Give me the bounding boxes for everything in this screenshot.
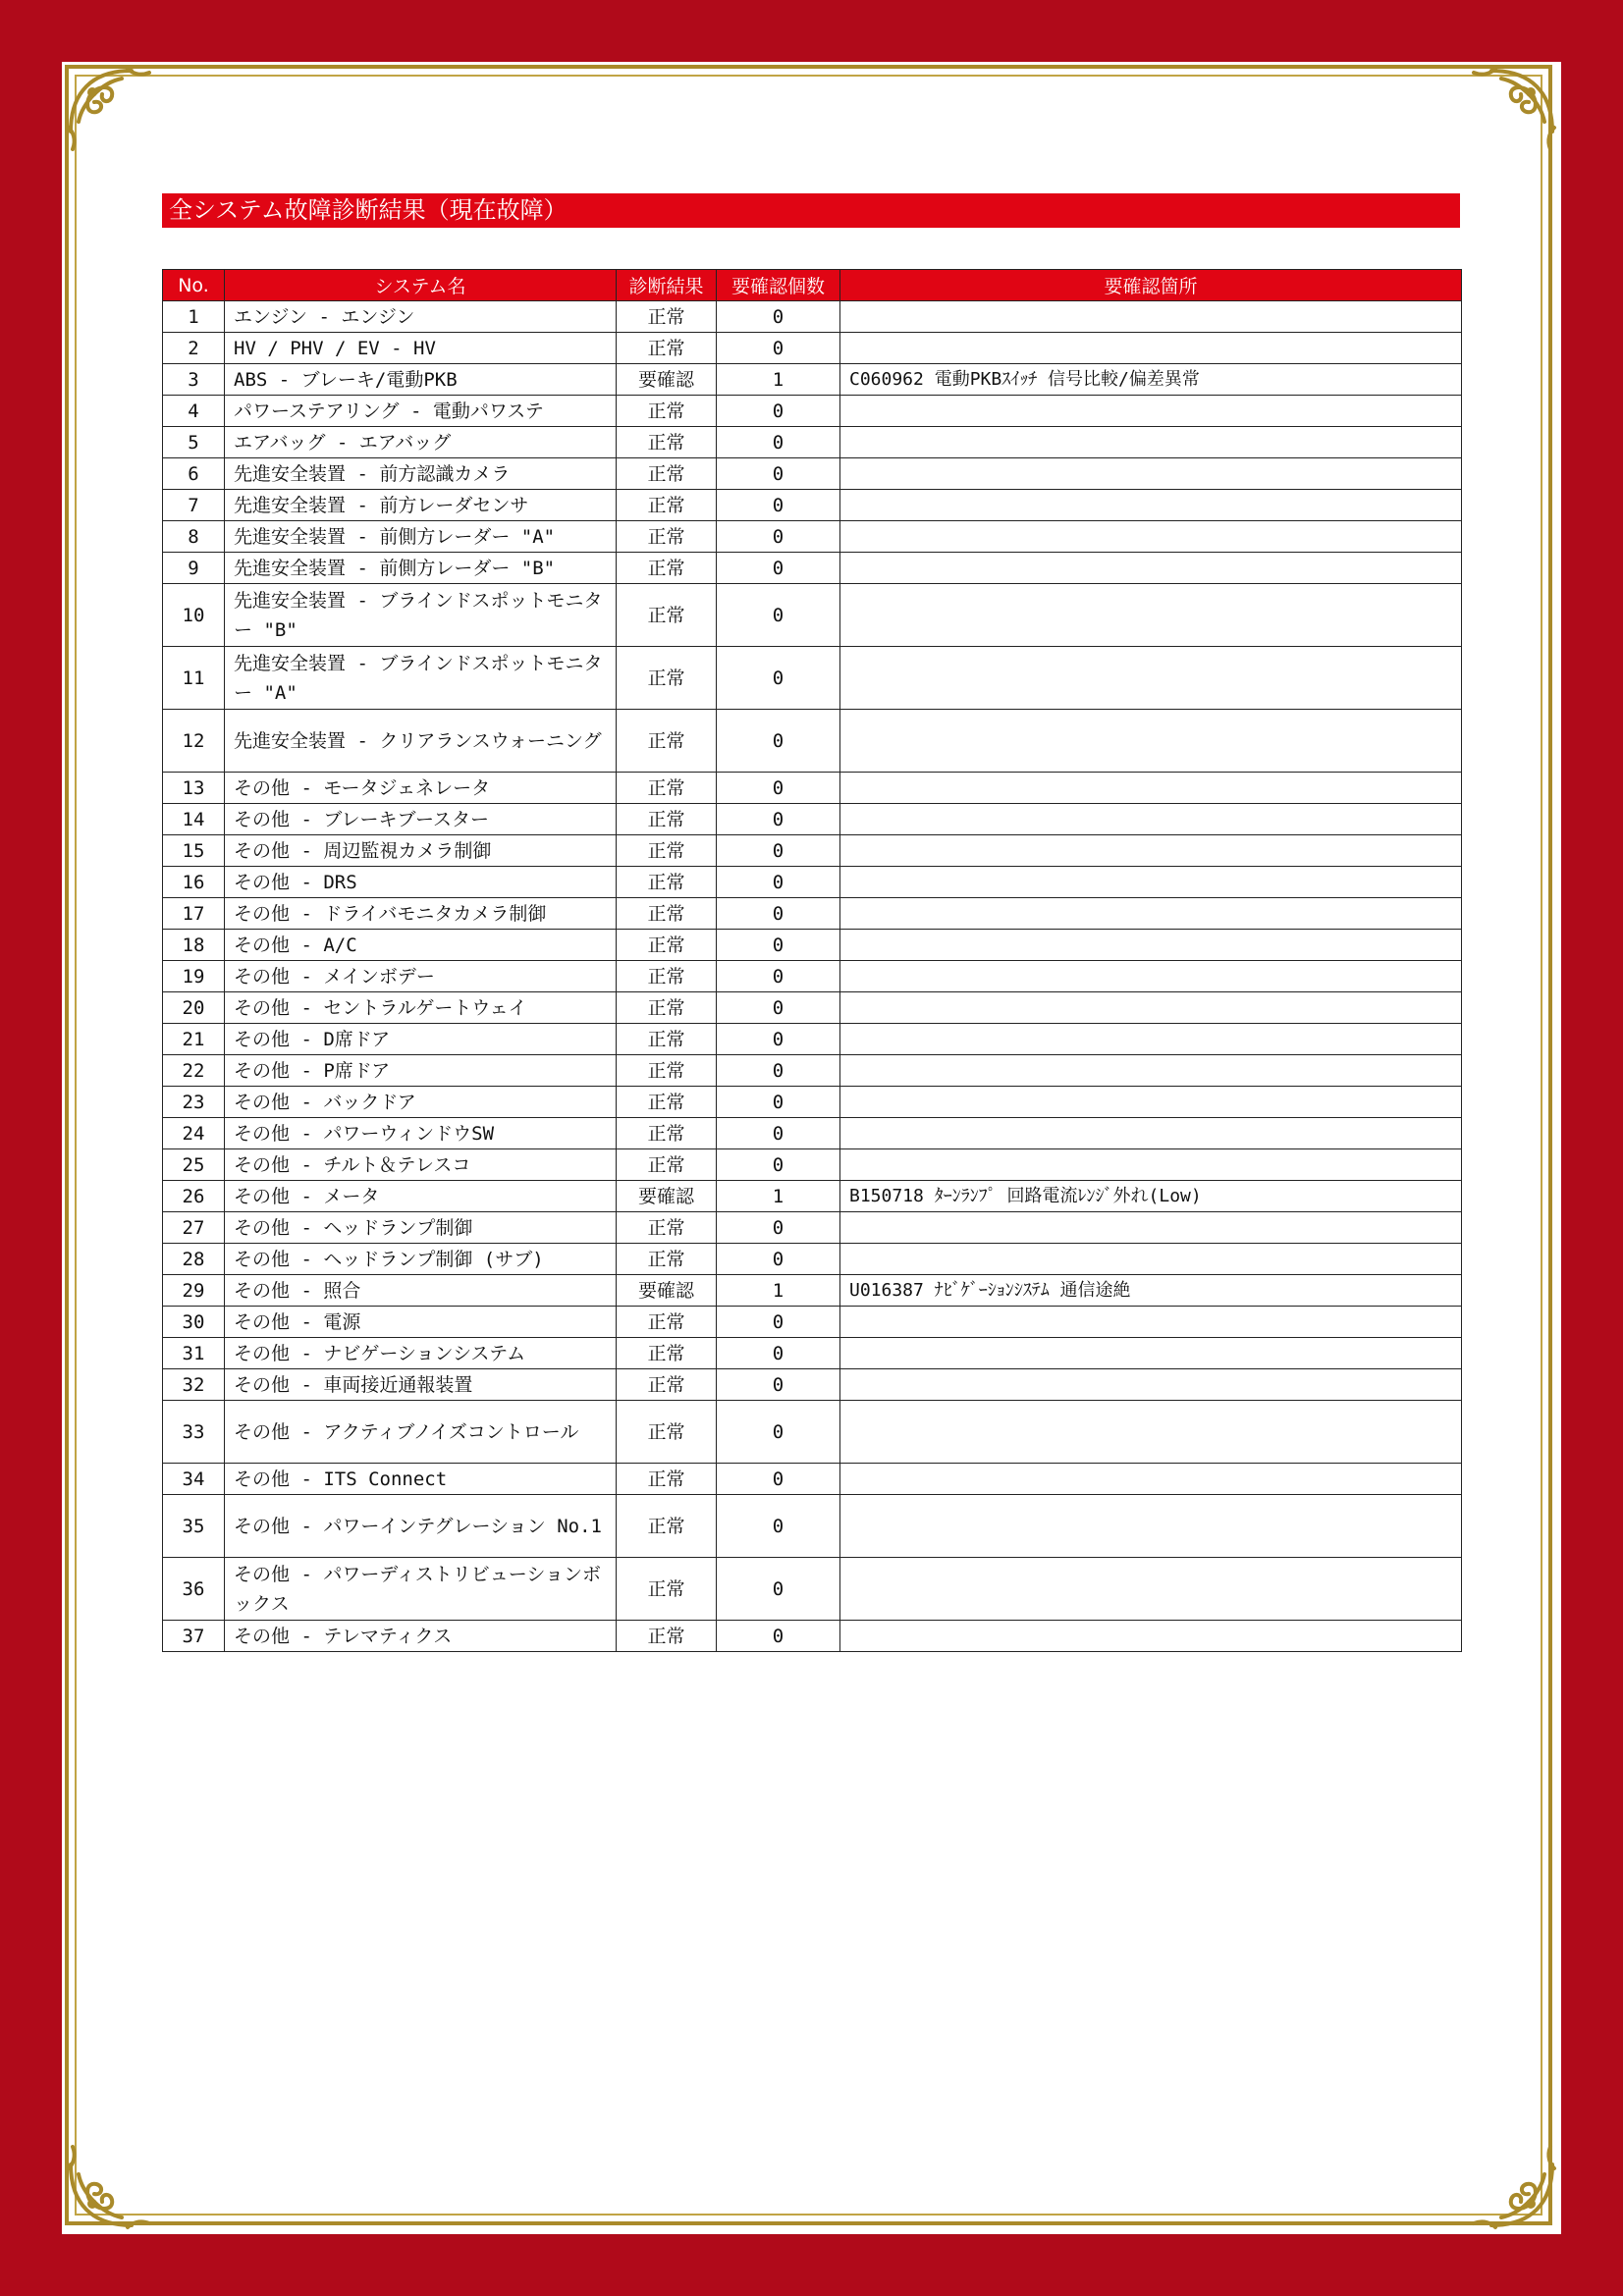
cell-check-count: 1 [717, 1181, 840, 1212]
cell-system-name: ABS - ブレーキ/電動PKB [225, 364, 617, 396]
cell-no: 18 [163, 930, 225, 961]
cell-no: 37 [163, 1621, 225, 1652]
cell-no: 11 [163, 647, 225, 710]
cell-no: 36 [163, 1558, 225, 1621]
table-row [163, 992, 1462, 1024]
cell-system-name: 先進安全装置 - 前側方レーダー "A" [225, 521, 617, 553]
cell-diagnosis-result: 正常 [617, 1244, 717, 1275]
cell-check-location [840, 301, 1462, 333]
table-row [163, 584, 1462, 647]
cell-check-location [840, 1558, 1462, 1621]
cell-check-location [840, 961, 1462, 992]
cell-no: 30 [163, 1307, 225, 1338]
table-row [163, 1087, 1462, 1118]
cell-no: 12 [163, 710, 225, 773]
cell-diagnosis-result: 正常 [617, 961, 717, 992]
cell-diagnosis-result: 正常 [617, 1621, 717, 1652]
cell-check-location [840, 1087, 1462, 1118]
cell-diagnosis-result: 正常 [617, 1118, 717, 1149]
cell-diagnosis-result: 正常 [617, 1369, 717, 1401]
cell-check-count: 1 [717, 364, 840, 396]
cell-check-count: 0 [717, 396, 840, 427]
table-row [163, 647, 1462, 710]
cell-check-count: 0 [717, 1055, 840, 1087]
cell-diagnosis-result: 正常 [617, 584, 717, 647]
table-row [163, 835, 1462, 867]
cell-check-count: 0 [717, 521, 840, 553]
cell-check-count: 0 [717, 427, 840, 458]
cell-diagnosis-result: 正常 [617, 930, 717, 961]
table-row [163, 1307, 1462, 1338]
cell-system-name: 先進安全装置 - 前側方レーダー "B" [225, 553, 617, 584]
cell-check-location [840, 1495, 1462, 1558]
cell-no: 29 [163, 1275, 225, 1307]
table-row [163, 396, 1462, 427]
table-row [163, 1464, 1462, 1495]
cell-check-count: 0 [717, 1621, 840, 1652]
cell-no: 22 [163, 1055, 225, 1087]
cell-check-count: 0 [717, 1244, 840, 1275]
cell-check-location [840, 773, 1462, 804]
table-row [163, 1181, 1462, 1212]
cell-check-count: 0 [717, 1401, 840, 1464]
ornament-corner-icon [1466, 63, 1560, 157]
cell-no: 16 [163, 867, 225, 898]
cell-check-location [840, 804, 1462, 835]
cell-check-location [840, 867, 1462, 898]
cell-system-name: その他 - 電源 [225, 1307, 617, 1338]
table-row [163, 1369, 1462, 1401]
table-row [163, 1149, 1462, 1181]
cell-system-name: エアバッグ - エアバッグ [225, 427, 617, 458]
cell-no: 7 [163, 490, 225, 521]
cell-diagnosis-result: 正常 [617, 647, 717, 710]
cell-check-count: 0 [717, 458, 840, 490]
cell-check-count: 0 [717, 553, 840, 584]
cell-no: 20 [163, 992, 225, 1024]
cell-diagnosis-result: 正常 [617, 1558, 717, 1621]
cell-diagnosis-result: 正常 [617, 773, 717, 804]
table-row [163, 961, 1462, 992]
cell-system-name: その他 - 照合 [225, 1275, 617, 1307]
cell-diagnosis-result: 正常 [617, 835, 717, 867]
cell-system-name: その他 - ナビゲーションシステム [225, 1338, 617, 1369]
table-row [163, 364, 1462, 396]
cell-diagnosis-result: 正常 [617, 1495, 717, 1558]
cell-system-name: その他 - ヘッドランプ制御 (サブ) [225, 1244, 617, 1275]
cell-system-name: その他 - ドライバモニタカメラ制御 [225, 898, 617, 930]
cell-system-name: その他 - パワーインテグレーション No.1 [225, 1495, 617, 1558]
cell-check-location [840, 521, 1462, 553]
cell-check-count: 0 [717, 804, 840, 835]
cell-system-name: その他 - D席ドア [225, 1024, 617, 1055]
cell-check-count: 0 [717, 584, 840, 647]
cell-no: 25 [163, 1149, 225, 1181]
cell-no: 6 [163, 458, 225, 490]
cell-system-name: エンジン - エンジン [225, 301, 617, 333]
cell-system-name: その他 - 周辺監視カメラ制御 [225, 835, 617, 867]
cell-system-name: その他 - アクティブノイズコントロール [225, 1401, 617, 1464]
cell-no: 15 [163, 835, 225, 867]
cell-check-count: 0 [717, 333, 840, 364]
cell-check-location [840, 427, 1462, 458]
cell-diagnosis-result: 正常 [617, 1087, 717, 1118]
cell-system-name: その他 - バックドア [225, 1087, 617, 1118]
table-header-row [163, 270, 1462, 301]
column-header-system: システム名 [225, 270, 617, 301]
cell-no: 27 [163, 1212, 225, 1244]
table-row [163, 521, 1462, 553]
ornament-corner-icon [63, 63, 157, 157]
cell-system-name: その他 - モータジェネレータ [225, 773, 617, 804]
table-row [163, 1338, 1462, 1369]
cell-check-count: 0 [717, 1558, 840, 1621]
cell-system-name: その他 - ヘッドランプ制御 [225, 1212, 617, 1244]
cell-system-name: その他 - メインボデー [225, 961, 617, 992]
table-row [163, 1275, 1462, 1307]
cell-no: 17 [163, 898, 225, 930]
ornament-corner-icon [63, 2139, 157, 2233]
cell-check-count: 0 [717, 1338, 840, 1369]
cell-system-name: 先進安全装置 - クリアランスウォーニング [225, 710, 617, 773]
cell-diagnosis-result: 要確認 [617, 364, 717, 396]
cell-check-count: 0 [717, 961, 840, 992]
cell-check-count: 0 [717, 647, 840, 710]
cell-no: 31 [163, 1338, 225, 1369]
table-row [163, 804, 1462, 835]
cell-no: 32 [163, 1369, 225, 1401]
cell-check-location [840, 898, 1462, 930]
cell-diagnosis-result: 正常 [617, 301, 717, 333]
cell-no: 33 [163, 1401, 225, 1464]
cell-check-location: B150718 ﾀｰﾝﾗﾝﾌﾟ 回路電流ﾚﾝｼﾞ外れ(Low) [840, 1181, 1462, 1212]
cell-check-location [840, 1055, 1462, 1087]
cell-check-count: 0 [717, 992, 840, 1024]
cell-system-name: その他 - セントラルゲートウェイ [225, 992, 617, 1024]
table-row [163, 1401, 1462, 1464]
cell-diagnosis-result: 正常 [617, 1149, 717, 1181]
cell-check-count: 0 [717, 898, 840, 930]
column-header-result: 診断結果 [617, 270, 717, 301]
table-row [163, 1558, 1462, 1621]
cell-check-location [840, 1464, 1462, 1495]
table-row [163, 898, 1462, 930]
table-row [163, 1495, 1462, 1558]
cell-no: 8 [163, 521, 225, 553]
cell-no: 23 [163, 1087, 225, 1118]
cell-no: 35 [163, 1495, 225, 1558]
cell-system-name: その他 - パワーディストリビューションボックス [225, 1558, 617, 1621]
cell-system-name: その他 - チルト＆テレスコ [225, 1149, 617, 1181]
cell-check-location [840, 1149, 1462, 1181]
cell-system-name: その他 - A/C [225, 930, 617, 961]
table-row [163, 930, 1462, 961]
cell-diagnosis-result: 正常 [617, 1024, 717, 1055]
page-title: 全システム故障診断結果（現在故障） [162, 193, 1460, 228]
cell-diagnosis-result: 正常 [617, 553, 717, 584]
table-row [163, 1212, 1462, 1244]
cell-system-name: その他 - メータ [225, 1181, 617, 1212]
cell-diagnosis-result: 正常 [617, 867, 717, 898]
cell-check-count: 0 [717, 1024, 840, 1055]
cell-no: 21 [163, 1024, 225, 1055]
cell-check-location [840, 930, 1462, 961]
table-row [163, 553, 1462, 584]
cell-system-name: その他 - パワーウィンドウSW [225, 1118, 617, 1149]
cell-diagnosis-result: 正常 [617, 1307, 717, 1338]
cell-check-location [840, 396, 1462, 427]
cell-system-name: その他 - P席ドア [225, 1055, 617, 1087]
cell-check-count: 0 [717, 835, 840, 867]
table-row [163, 1024, 1462, 1055]
table-row [163, 458, 1462, 490]
cell-check-location [840, 333, 1462, 364]
cell-check-count: 0 [717, 1464, 840, 1495]
cell-no: 5 [163, 427, 225, 458]
cell-check-location [840, 584, 1462, 647]
cell-no: 10 [163, 584, 225, 647]
table-row [163, 710, 1462, 773]
cell-diagnosis-result: 正常 [617, 427, 717, 458]
cell-no: 19 [163, 961, 225, 992]
cell-diagnosis-result: 正常 [617, 1401, 717, 1464]
cell-check-count: 0 [717, 490, 840, 521]
cell-system-name: その他 - 車両接近通報装置 [225, 1369, 617, 1401]
cell-check-location [840, 1401, 1462, 1464]
cell-no: 26 [163, 1181, 225, 1212]
cell-check-count: 0 [717, 773, 840, 804]
cell-no: 24 [163, 1118, 225, 1149]
cell-check-count: 1 [717, 1275, 840, 1307]
cell-no: 2 [163, 333, 225, 364]
cell-check-count: 0 [717, 1149, 840, 1181]
cell-no: 34 [163, 1464, 225, 1495]
cell-check-count: 0 [717, 1087, 840, 1118]
diagnosis-table [162, 269, 1462, 1652]
cell-check-count: 0 [717, 710, 840, 773]
cell-check-location: C060962 電動PKBｽｲｯﾁ 信号比較/偏差異常 [840, 364, 1462, 396]
table-row [163, 1055, 1462, 1087]
cell-system-name: HV / PHV / EV - HV [225, 333, 617, 364]
cell-no: 14 [163, 804, 225, 835]
table-row [163, 490, 1462, 521]
table-row [163, 1244, 1462, 1275]
cell-check-count: 0 [717, 1212, 840, 1244]
cell-check-location [840, 1118, 1462, 1149]
cell-check-location [840, 1212, 1462, 1244]
cell-system-name: 先進安全装置 - 前方認識カメラ [225, 458, 617, 490]
cell-no: 28 [163, 1244, 225, 1275]
cell-check-location [840, 1621, 1462, 1652]
table-row [163, 867, 1462, 898]
table-row [163, 301, 1462, 333]
cell-no: 1 [163, 301, 225, 333]
table-row [163, 333, 1462, 364]
ornament-corner-icon [1466, 2139, 1560, 2233]
cell-check-count: 0 [717, 867, 840, 898]
cell-check-count: 0 [717, 1307, 840, 1338]
cell-diagnosis-result: 正常 [617, 1055, 717, 1087]
cell-check-location [840, 490, 1462, 521]
cell-system-name: その他 - ブレーキブースター [225, 804, 617, 835]
cell-no: 13 [163, 773, 225, 804]
cell-diagnosis-result: 正常 [617, 521, 717, 553]
cell-no: 3 [163, 364, 225, 396]
cell-system-name: 先進安全装置 - ブラインドスポットモニター "B" [225, 584, 617, 647]
column-header-location: 要確認箇所 [840, 270, 1462, 301]
cell-no: 9 [163, 553, 225, 584]
column-header-no: No. [163, 270, 225, 301]
column-header-count: 要確認個数 [717, 270, 840, 301]
cell-diagnosis-result: 正常 [617, 396, 717, 427]
table-body [163, 301, 1462, 1652]
table-row [163, 427, 1462, 458]
cell-diagnosis-result: 正常 [617, 1338, 717, 1369]
cell-diagnosis-result: 正常 [617, 1212, 717, 1244]
cell-diagnosis-result: 要確認 [617, 1275, 717, 1307]
cell-check-count: 0 [717, 1118, 840, 1149]
cell-system-name: その他 - ITS Connect [225, 1464, 617, 1495]
cell-check-location [840, 458, 1462, 490]
cell-diagnosis-result: 正常 [617, 333, 717, 364]
cell-check-location [840, 992, 1462, 1024]
cell-system-name: その他 - DRS [225, 867, 617, 898]
cell-diagnosis-result: 要確認 [617, 1181, 717, 1212]
cell-system-name: 先進安全装置 - 前方レーダセンサ [225, 490, 617, 521]
cell-system-name: パワーステアリング - 電動パワステ [225, 396, 617, 427]
cell-diagnosis-result: 正常 [617, 1464, 717, 1495]
table-row [163, 1118, 1462, 1149]
table-row [163, 1621, 1462, 1652]
cell-check-location [840, 553, 1462, 584]
cell-system-name: その他 - テレマティクス [225, 1621, 617, 1652]
cell-check-location [840, 1307, 1462, 1338]
cell-diagnosis-result: 正常 [617, 898, 717, 930]
cell-check-count: 0 [717, 930, 840, 961]
cell-diagnosis-result: 正常 [617, 458, 717, 490]
table-row [163, 773, 1462, 804]
cell-check-location [840, 1338, 1462, 1369]
cell-check-count: 0 [717, 1495, 840, 1558]
cell-check-location [840, 647, 1462, 710]
cell-check-location [840, 710, 1462, 773]
cell-check-count: 0 [717, 1369, 840, 1401]
cell-check-location [840, 1024, 1462, 1055]
cell-check-count: 0 [717, 301, 840, 333]
cell-no: 4 [163, 396, 225, 427]
cell-diagnosis-result: 正常 [617, 490, 717, 521]
cell-check-location [840, 1244, 1462, 1275]
cell-check-location [840, 1369, 1462, 1401]
cell-diagnosis-result: 正常 [617, 992, 717, 1024]
cell-check-location: U016387 ﾅﾋﾞｹﾞｰｼｮﾝｼｽﾃﾑ 通信途絶 [840, 1275, 1462, 1307]
cell-diagnosis-result: 正常 [617, 710, 717, 773]
cell-check-location [840, 835, 1462, 867]
cell-diagnosis-result: 正常 [617, 804, 717, 835]
cell-system-name: 先進安全装置 - ブラインドスポットモニター "A" [225, 647, 617, 710]
